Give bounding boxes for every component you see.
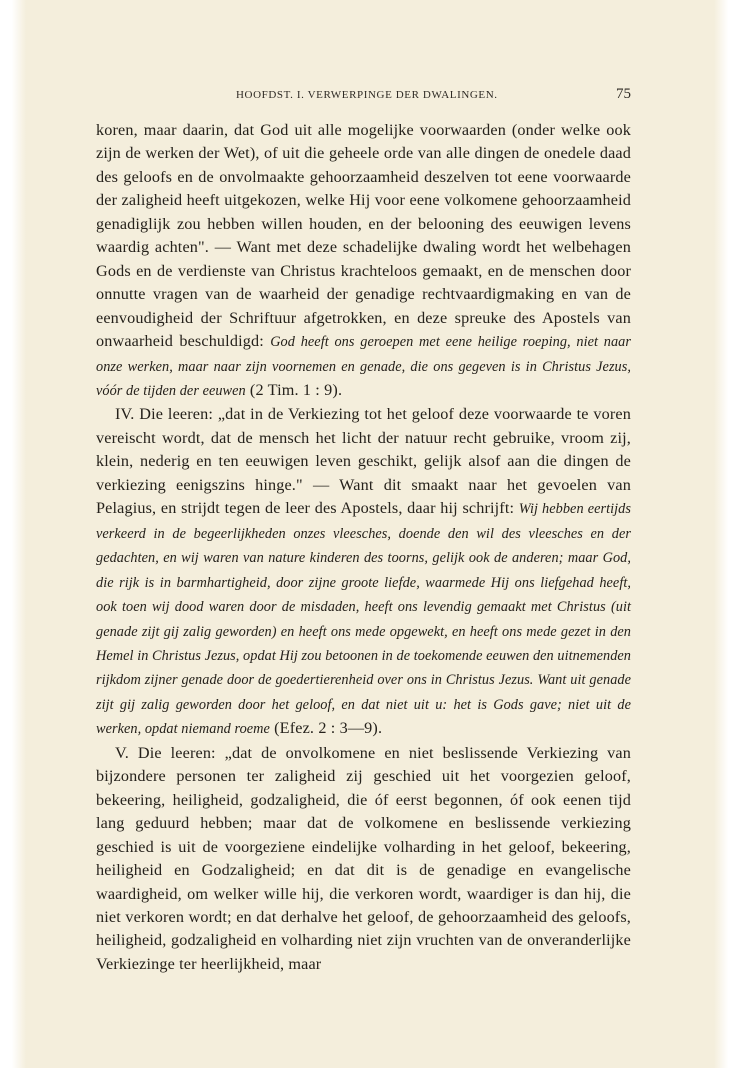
scripture-reference: (2 Tim. 1 : 9). xyxy=(245,380,343,399)
paragraph-text: IV. Die leeren: „dat in de Verkiezing tot het geloof deze voorwaarde te voren vereischt wordt, dat de mensch het licht der natuur recht gebruike, vroom zij, klein, nederig en ten eeuwigen leven geschikt, gelijk alsof aan die dingen de verkiezing eenigszins hinge." — Want dit smaakt naar het gevoelen van Pelagius, en strijdt tegen de leer des Apostels, daar hij schrijft: xyxy=(96,405,631,518)
article-v xyxy=(96,742,631,977)
scripture-quote: Wij hebben eertijds verkeerd in de begeerlijkheden onzes vleesches, doende den wil des vleesches en der gedachten, en wij waren van nature kinderen des toorns, gelijk ook de anderen; maar God, die rijk is in barmhartigheid, door zijne groote liefde, waarmede Hij ons liefgehad heeft, ook toen wij dood waren door de misdaden, heeft ons levendig gemaakt met Christus (uit genade zijt gij zalig geworden) en heeft ons mede opgewekt, en heeft ons mede gezet in den Hemel in Christus Jezus, opdat Hij zou betoonen in de toekomende eeuwen den uitnemenden rijkdom zijner genade door de goedertierenheid over ons in Christus Jezus. Want uit genade zijt gij zalig geworden door het geloof, en dat niet uit u: het is Gods gave; niet uit de werken, opdat niemand roeme xyxy=(96,501,631,738)
paragraph-text: V. Die leeren: „dat de onvolkomene en niet beslissende Verkiezing van bijzondere personen ter zaligheid zij geschied uit het voorgezien geloof, bekeering, heiligheid, godzaligheid, die óf eerst begonnen, óf ook eenen tijd lang geduurd hebben; maar dat de volkomene en beslissende verkiezing geschied is uit de voorgeziene eindelijke volharding in het geloof, bekeering, heiligheid en Godzaligheid; en dat dit is de genadige en evangelische waardigheid, om welker wille hij, die verkoren wordt, waardiger is dan hij, die niet verkoren wordt; en dat derhalve het geloof, de gehoorzaamheid des geloofs, heiligheid, godzaligheid en volharding niet zijn vruchten van de onveranderlijke Verkiezinge ter heerlijkheid, maar xyxy=(96,743,631,973)
scripture-quote: God heeft ons geroepen met eene heilige roeping, niet naar onze werken, maar naar zijn voornemen en genade, die ons gegeven is in Christus Jezus, vóór de tijden der eeuwen xyxy=(96,334,631,399)
scripture-reference: (Efez. 2 : 3—9). xyxy=(269,719,383,738)
page-number: 75 xyxy=(616,86,631,102)
page-margin-left xyxy=(0,0,26,1068)
page-header xyxy=(96,86,631,109)
page-margin-right xyxy=(714,0,738,1068)
body-text xyxy=(96,119,631,976)
article-iv xyxy=(96,403,631,741)
running-title: HOOFDST. I. VERWERPINGE DER DWALINGEN. xyxy=(236,89,498,101)
paragraph-text: koren, maar daarin, dat God uit alle mogelijke voorwaarden (onder welke ook zijn de werken der Wet), of uit die geheele orde van alle dingen de onedele daad des geloofs en de onvolmaakte gehoorzaamheid deszelven tot eene voorwaarde der zaligheid heeft uitgekozen, welke Hij voor eene volkomene gehoorzaamheid genadiglijk zou hebben willen houden, en der belooning des eeuwigen levens waardig achten". — Want met deze schadelijke dwaling wordt het welbehagen Gods en de verdienste van Christus krachteloos gemaakt, en de menschen door onnutte vragen van de waarheid der genadige rechtvaardigmaking en van de eenvoudigheid der Schriftuur afgetrokken, en deze spreuke des Apostels van onwaarheid beschuldigd: xyxy=(96,121,631,351)
paragraph-continuation xyxy=(96,119,631,403)
